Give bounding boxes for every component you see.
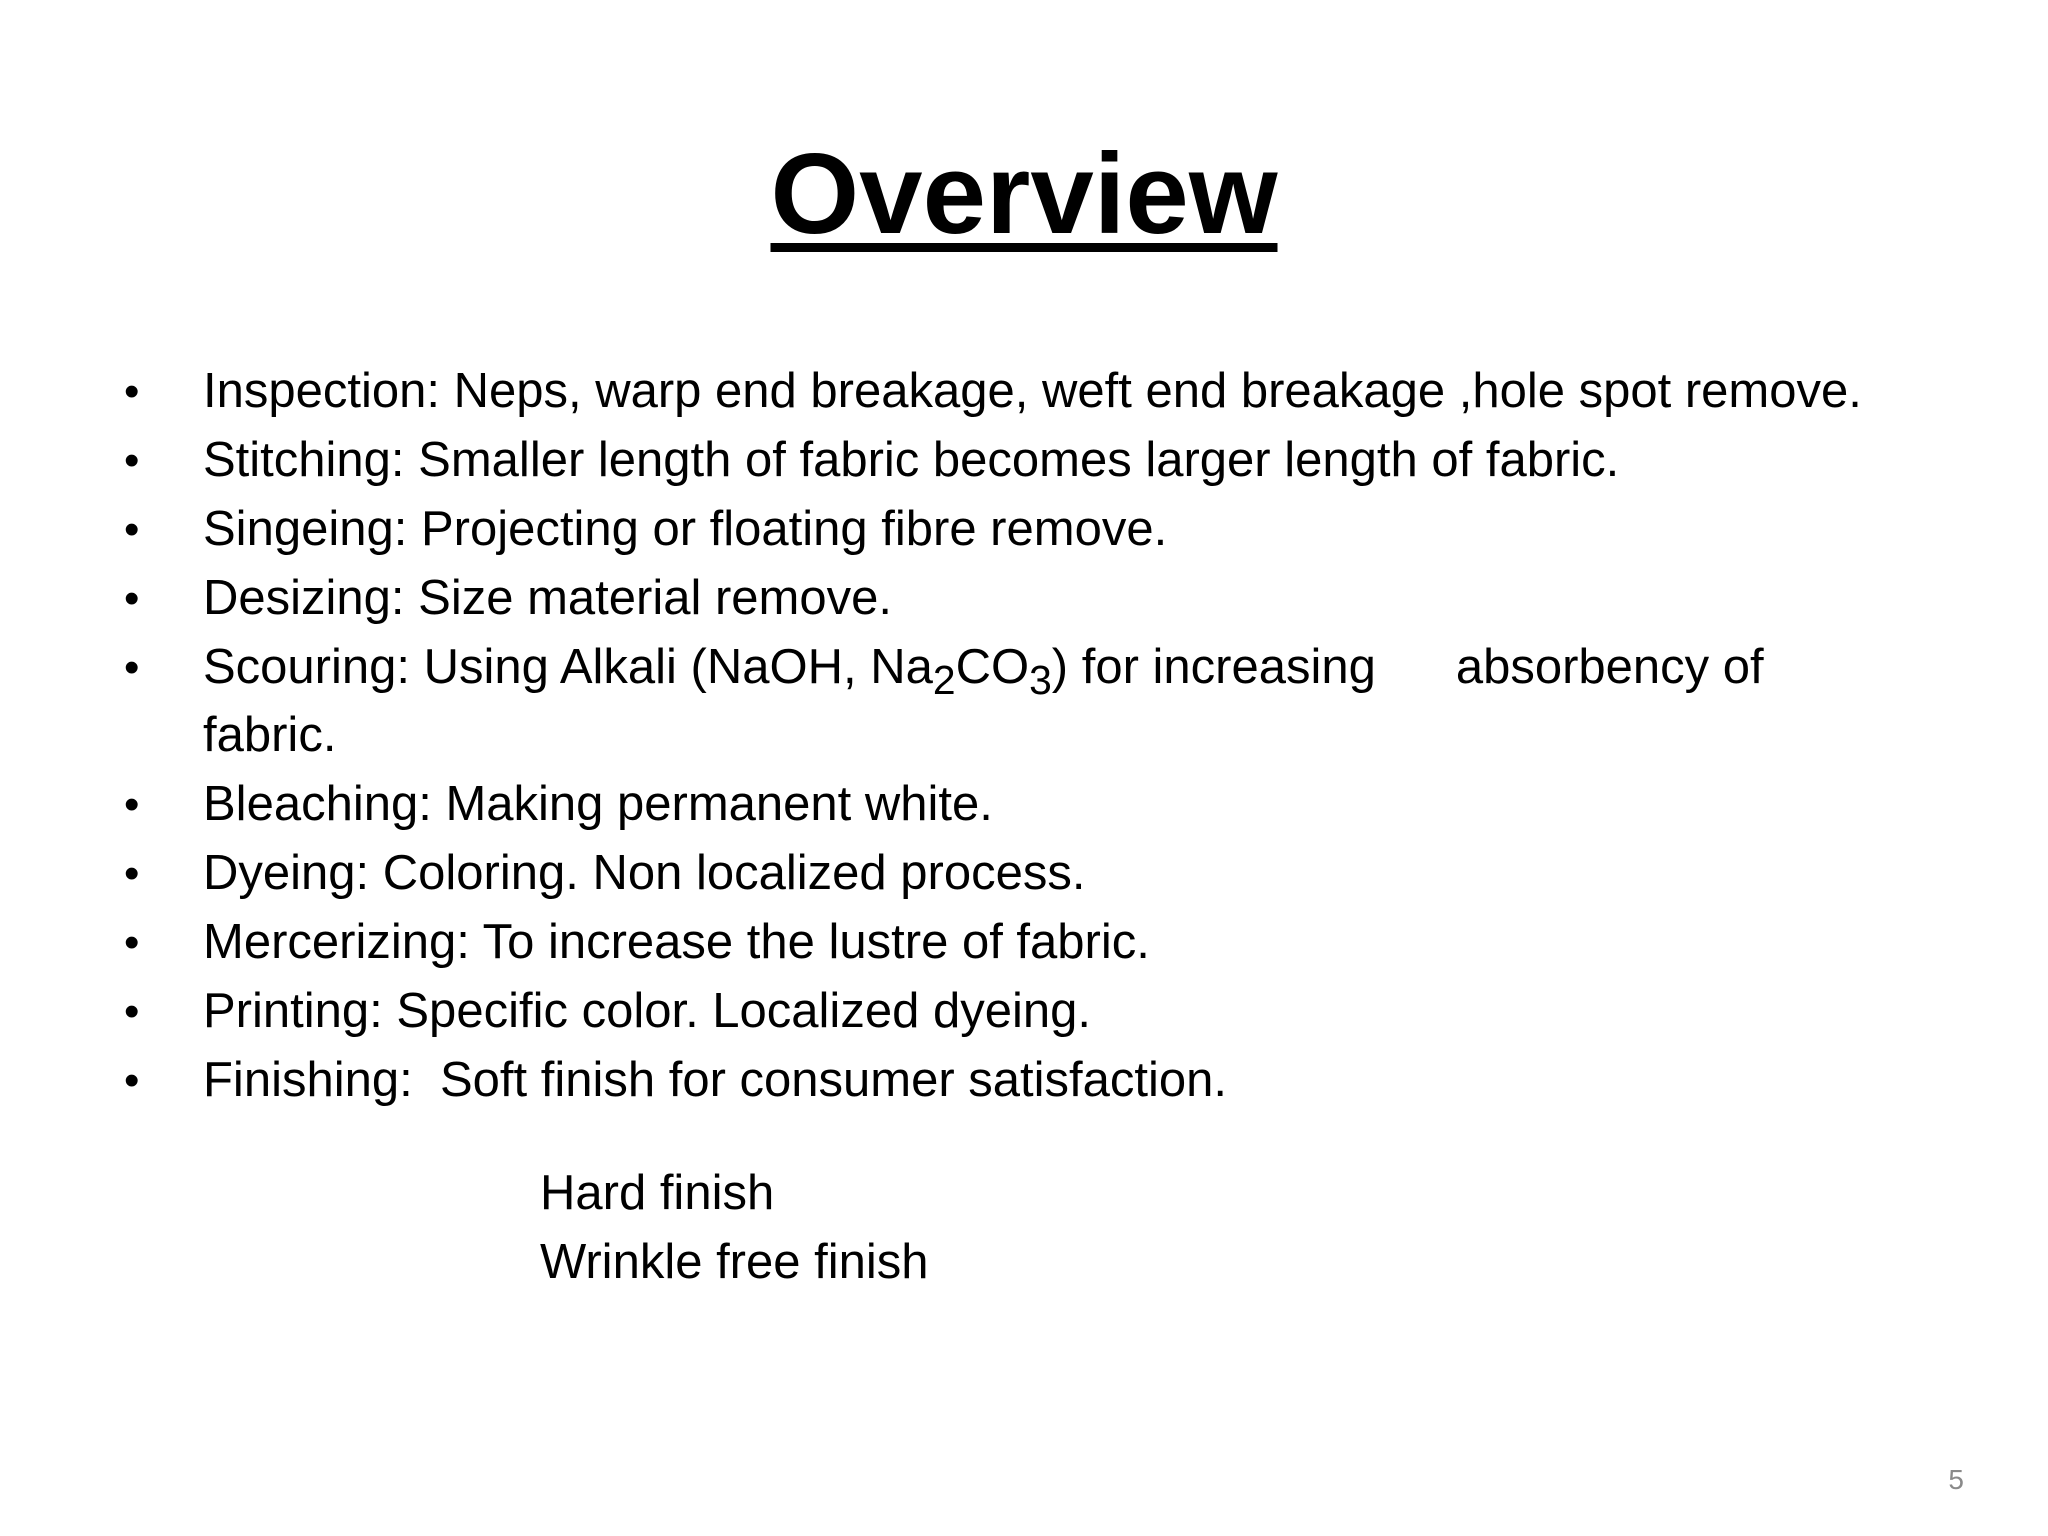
bullet-dot-icon: • <box>124 986 140 1036</box>
bullet-dyeing <box>120 846 1880 901</box>
bullet-scouring <box>120 640 1880 763</box>
page-number: 5 <box>1948 1464 1964 1495</box>
bullet-text: Soft finish for consumer satisfaction. <box>412 1052 1228 1107</box>
bullet-dot-icon: • <box>124 436 140 485</box>
bullet-inspection <box>120 364 1880 419</box>
bullet-dot-icon: • <box>124 917 140 967</box>
bullet-term: Bleaching: <box>203 776 432 831</box>
bullet-text: Neps, warp end breakage, weft end breakage ,hole spot remove. <box>440 364 1862 418</box>
bullet-stitching <box>120 433 1880 488</box>
bullet-term: Singeing: <box>203 502 408 556</box>
bullet-dot-icon: • <box>124 779 140 829</box>
bullet-term: Printing: <box>203 983 383 1038</box>
slide-title: Overview <box>770 131 1278 258</box>
bullet-list <box>120 364 1880 1122</box>
bullet-dot-icon: • <box>124 643 140 692</box>
bullet-term: Inspection: <box>203 364 440 418</box>
bullet-text: Size material remove. <box>404 571 892 625</box>
bullet-text: To increase the lustre of fabric. <box>469 914 1150 969</box>
bullet-finishing <box>120 1053 1880 1108</box>
bullet-text: Making permanent white. <box>431 776 993 831</box>
bullet-printing <box>120 984 1880 1039</box>
bullet-text: Smaller length of fabric becomes larger length of fabric. <box>404 433 1620 487</box>
bullet-text-before: Using Alkali (NaOH, Na <box>410 640 933 694</box>
bullet-bleaching <box>120 777 1880 832</box>
bullet-text-mid: CO <box>955 640 1030 694</box>
bullet-singeing <box>120 502 1880 557</box>
bullet-dot-icon: • <box>124 574 140 623</box>
bullet-dot-icon: • <box>124 848 140 898</box>
bullet-term: Scouring: <box>203 640 411 694</box>
bullet-term: Desizing: <box>203 571 405 625</box>
finishing-sub-item: Wrinkle free finish <box>540 1235 929 1289</box>
bullet-term: Dyeing: <box>203 845 370 900</box>
bullet-mercerizing <box>120 915 1880 970</box>
subscript-2: 2 <box>932 656 956 703</box>
bullet-dot-icon: • <box>124 505 140 554</box>
finishing-sub-item: Hard finish <box>540 1166 775 1220</box>
bullet-text-after: ) for increasing <box>1051 640 1376 694</box>
bullet-text: Coloring. Non localized process. <box>369 845 1086 900</box>
bullet-term: Mercerizing: <box>203 914 470 969</box>
bullet-text: Specific color. Localized dyeing. <box>382 983 1091 1038</box>
subscript-3: 3 <box>1029 656 1052 703</box>
finishing-sub-list <box>540 1166 929 1304</box>
bullet-text: Projecting or floating fibre remove. <box>407 502 1168 556</box>
bullet-term: Stitching: <box>203 433 405 487</box>
bullet-dot-icon: • <box>124 367 140 416</box>
bullet-desizing <box>120 571 1880 626</box>
bullet-text-end: absorbency of fabric. <box>203 640 1764 762</box>
bullet-term: Finishing: <box>203 1052 413 1107</box>
bullet-dot-icon: • <box>124 1055 140 1105</box>
